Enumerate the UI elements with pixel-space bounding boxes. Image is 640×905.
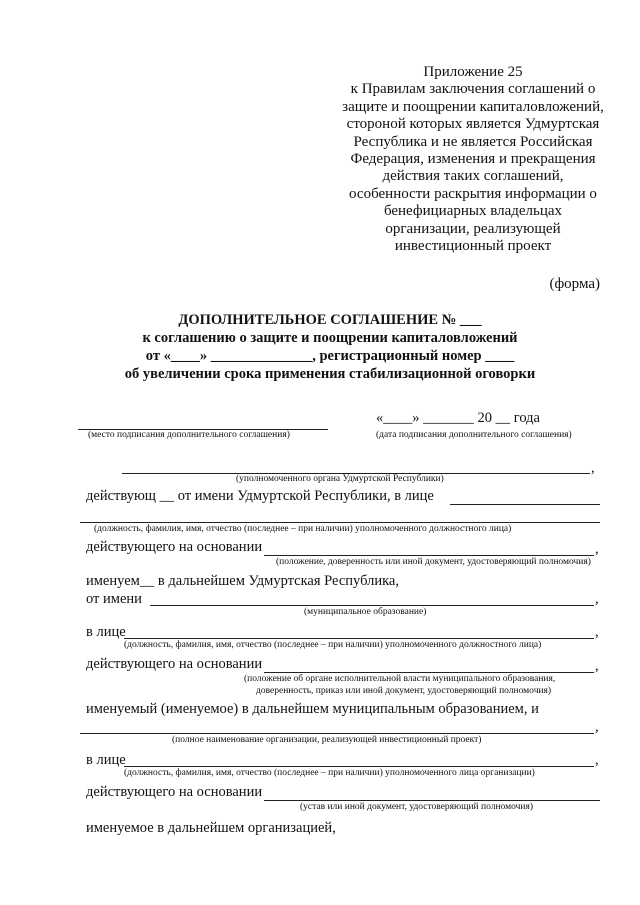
agreement-purpose: об увеличении срока применения стабилизационной оговорки [124,366,536,382]
appendix-line: организации, реализующей [385,220,561,237]
appendix-line: Республика и не является Российская [353,133,593,150]
municipal-basis-line [264,672,594,673]
in-person-label-2: в лице [86,752,126,768]
org-official-line [124,766,594,767]
agreement-subtitle: к соглашению о защите и поощрении капиталовложений [142,330,518,346]
org-official-caption: (должность, фамилия, имя, отчество (последнее – при наличии) уполномоченного лица организации) [124,768,535,778]
basis-line [264,555,594,556]
named-republic: именуем__ в дальнейшем Удмуртская Республика, [86,573,399,589]
acting-basis-label-3: действующего на основании [86,784,263,800]
appendix-line: бенефициарных владельцах [383,203,563,220]
municipal-official-line [124,638,594,639]
official-line [80,522,600,523]
in-person-label: в лице [86,624,126,640]
agreement-title: ДОПОЛНИТЕЛЬНОЕ СОГЛАШЕНИЕ № ___ [178,312,482,328]
org-caption: (полное наименование организации, реализующей инвестиционный проект) [172,735,482,745]
appendix-line: действия таких соглашений, [382,168,564,185]
date-field: «____» _______ 20 __ года [376,410,540,426]
acting-basis-label-2: действующего на основании [86,656,263,672]
appendix-line: особенности раскрытия информации о [349,185,597,202]
appendix-header [318,64,628,255]
authority-caption: (уполномоченного органа Удмуртской Республики) [236,474,444,484]
comma: , [595,541,599,557]
municipal-caption: (муниципальное образование) [304,607,427,617]
named-municipal: именуемый (именуемое) в дальнейшем муниципальным образованием, и [86,701,539,717]
appendix-line: Федерация, изменения и прекращения [350,151,596,168]
representative-line [450,504,600,505]
acting-basis-label: действующего на основании [86,539,263,555]
acting-on-behalf: действующ __ от имени Удмуртской Республики, в лице [86,488,434,504]
municipal-official-caption: (должность, фамилия, имя, отчество (последнее – при наличии) уполномоченного должностного лица) [124,640,542,650]
charter-caption: (устав или иной документ, удостоверяющий полномочия) [300,802,534,812]
named-org: именуемое в дальнейшем организацией, [86,820,336,836]
comma: , [595,624,599,640]
comma: , [595,658,599,674]
appendix-line: стороной которых является Удмуртская [346,116,600,133]
basis-caption: (положение, доверенность или иной документ, удостоверяющий полномочия) [276,557,591,567]
place-caption: (место подписания дополнительного соглашения) [88,430,290,440]
on-behalf-of-label: от имени [86,591,142,607]
appendix-line: Приложение 25 [423,64,523,80]
municipal-basis-caption: (положение об органе исполнительной власти муниципального образования, [244,674,556,684]
charter-line [264,800,600,801]
agreement-date-reg: от «____» ______________, регистрационный номер ____ [145,348,515,364]
comma: , [595,591,599,607]
comma: , [595,719,599,735]
org-line [80,733,594,734]
date-caption: (дата подписания дополнительного соглашения) [376,430,572,440]
appendix-line: к Правилам заключения соглашений о [350,81,596,98]
appendix-line: инвестиционный проект [394,238,552,255]
appendix-line: защите и поощрении капиталовложений, [342,98,604,115]
form-label: (форма) [549,276,600,292]
comma: , [595,752,599,768]
comma: , [591,460,595,476]
official-caption: (должность, фамилия, имя, отчество (последнее – при наличии) уполномоченного должностного лица) [94,524,512,534]
municipal-basis-caption: доверенность, приказ или иной документ, удостоверяющий полномочия) [256,686,552,696]
municipal-line [150,605,594,606]
